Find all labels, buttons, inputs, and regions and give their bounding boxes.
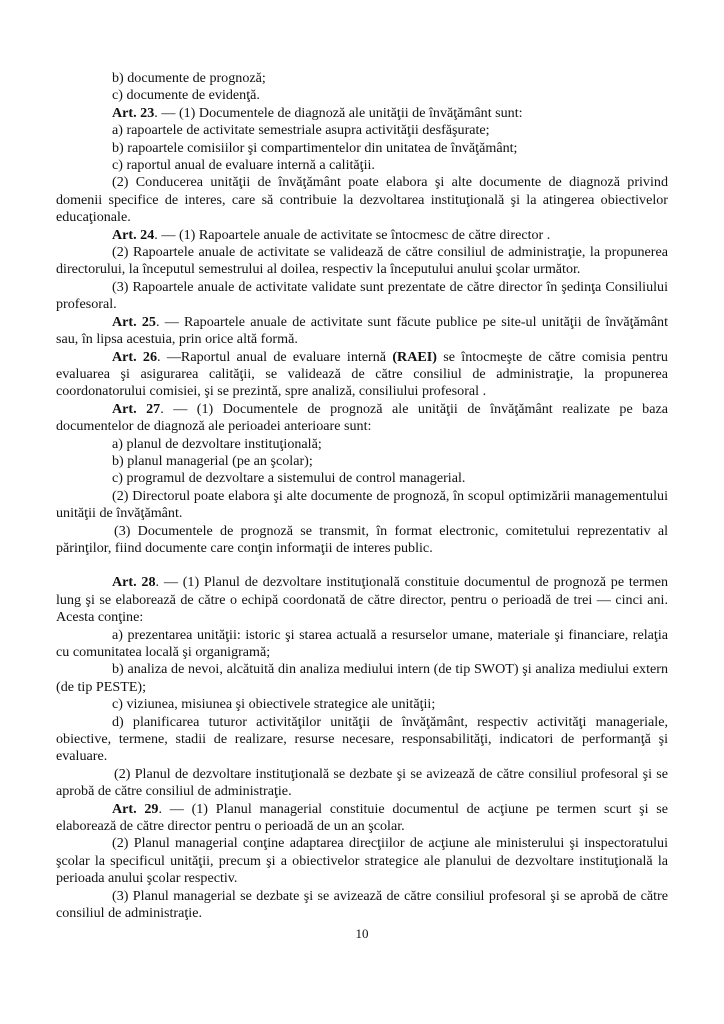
article-26-paragraph <box>56 349 668 401</box>
article-25-text: . — Rapoartele anuale de activitate sunt făcute publice pe site-ul unităţii de învăţământ sau, în lipsa acestuia, prin orice altă formă. <box>56 313 668 348</box>
article-27-item-a: a) planul de dezvoltare instituţională; <box>112 435 322 452</box>
page-number: 10 <box>355 926 369 941</box>
list-item-b-prognoza: b) documente de prognoză; <box>112 70 266 86</box>
article-24-paragraph-3: (3) Rapoartele anuale de activitate validate sunt prezentate de către director în şedinţa Consiliului profesoral. <box>56 278 668 313</box>
list-item-c-evidenta: c) documente de evidenţă. <box>112 87 260 104</box>
article-27-label: Art. 27 <box>112 400 161 417</box>
article-28-text: . — (1) Planul de dezvoltare instituţională constituie documentul de prognoză pe termen lung şi se elaborează de către o echipă coordonată de către director, pentru o perioadă de trei — cinci ani. Acesta conţine: <box>56 574 668 626</box>
article-24-paragraph-1 <box>56 227 668 244</box>
article-24-label: Art. 24 <box>112 226 155 243</box>
article-28-paragraph-1 <box>56 574 668 626</box>
article-27-paragraph-3: (3) Documentele de prognoză se transmit, în format electronic, comitetului reprezentativ al părinţilor, fiind documente care conţin informaţii de interes public. <box>56 522 668 556</box>
article-29-paragraph-2: (2) Planul managerial conţine adaptarea direcţiilor de acţiune ale ministerului şi inspectoratului şcolar la specificul unităţii, precum şi a obiectivelor strategice ale planului de dezvoltare instituţională la perioada anului şcolar respectiv. <box>56 835 668 887</box>
article-24-text: . — (1) Rapoartele anuale de activitate se întocmesc de către director . <box>154 226 551 243</box>
article-27-paragraph-2: (2) Directorul poate elabora şi alte documente de prognoză, în scopul optimizării managementului unităţii de învăţământ. <box>56 487 668 522</box>
article-23-item-b: b) rapoartele comisiilor şi compartimentelor din unitatea de învăţământ; <box>112 139 518 156</box>
raei-acronym: (RAEI) <box>392 348 437 365</box>
article-26-text-start: . —Raportul anual de evaluare internă <box>157 348 393 365</box>
article-28-item-d: d) planificarea tuturor activităţilor unităţii de învăţământ, respectiv activităţi manageriale, obiective, termene, stadii de realizare, resurse necesare, responsabilităţi, indicatori de performanţă şi evaluare. <box>56 713 668 765</box>
document-body <box>56 70 668 923</box>
article-27-text: . — (1) Documentele de prognoză ale unităţii de învăţământ realizate pe baza documentelor de diagnoză ale perioadei anterioare sunt: <box>56 400 668 435</box>
article-28-item-c: c) viziunea, misiunea şi obiectivele strategice ale unităţii; <box>112 696 436 713</box>
article-23-paragraph-1 <box>56 105 668 122</box>
article-23-text: . — (1) Documentele de diagnoză ale unităţii de învăţământ sunt: <box>154 104 523 121</box>
article-29-paragraph-1 <box>56 801 668 836</box>
article-27-item-b: b) planul managerial (pe an şcolar); <box>112 452 313 469</box>
article-27-paragraph-1 <box>56 401 668 436</box>
article-23-paragraph-2: (2) Conducerea unităţii de învăţământ poate elabora şi alte documente de diagnoză privind domenii specifice de interes, care să contribuie la dezvoltarea instituţională şi la atingerea obiectivelor educaţionale. <box>56 174 668 226</box>
article-26-label: Art. 26 <box>112 348 158 365</box>
article-24-paragraph-2: (2) Rapoartele anuale de activitate se validează de către consiliul de administraţie, la propunerea directorului, la începutul semestrului al doilea, respectiv la începutului anului şcolar următor. <box>56 244 668 278</box>
article-23-label: Art. 23 <box>112 104 155 121</box>
article-23-item-a: a) rapoartele de activitate semestriale asupra activităţii desfăşurate; <box>112 122 490 139</box>
article-28-label: Art. 28 <box>112 574 156 591</box>
article-29-paragraph-3: (3) Planul managerial se dezbate şi se avizează de către consiliul profesoral şi se aprobă de către consiliul de administraţie. <box>56 887 668 922</box>
article-28-paragraph-2: (2) Planul de dezvoltare instituţională se dezbate şi se avizează de către consiliul profesoral şi se aprobă de către consiliul de administraţie. <box>56 765 668 800</box>
section-gap <box>56 557 668 574</box>
article-25-label: Art. 25 <box>112 313 156 330</box>
article-28-item-b: b) analiza de nevoi, alcătuită din analiza mediului intern (de tip SWOT) şi analiza mediului extern (de tip PESTE); <box>56 661 668 695</box>
article-28-item-a: a) prezentarea unităţii: istoric şi starea actuală a resurselor umane, materiale şi financiare, relaţia cu comunitatea locală şi organigramă; <box>56 626 668 660</box>
article-23-item-c: c) raportul anual de evaluare internă a calităţii. <box>112 157 375 174</box>
article-26-text-end: se întocmeşte de către comisia pentru evaluarea şi asigurarea calităţii, se validează de către consiliul de administraţie, la propunerea coordonatorului comisiei, şi se prezintă, spre analiză, consiliului profesoral . <box>56 348 668 400</box>
article-27-item-c: c) programul de dezvoltare a sistemului de control managerial. <box>112 470 466 487</box>
article-25-paragraph <box>56 314 668 349</box>
article-29-label: Art. 29 <box>112 800 159 817</box>
article-29-text: . — (1) Planul managerial constituie documentul de acţiune pe termen scurt şi se elaborează de către director pentru o perioadă de un an şcolar. <box>56 800 668 835</box>
